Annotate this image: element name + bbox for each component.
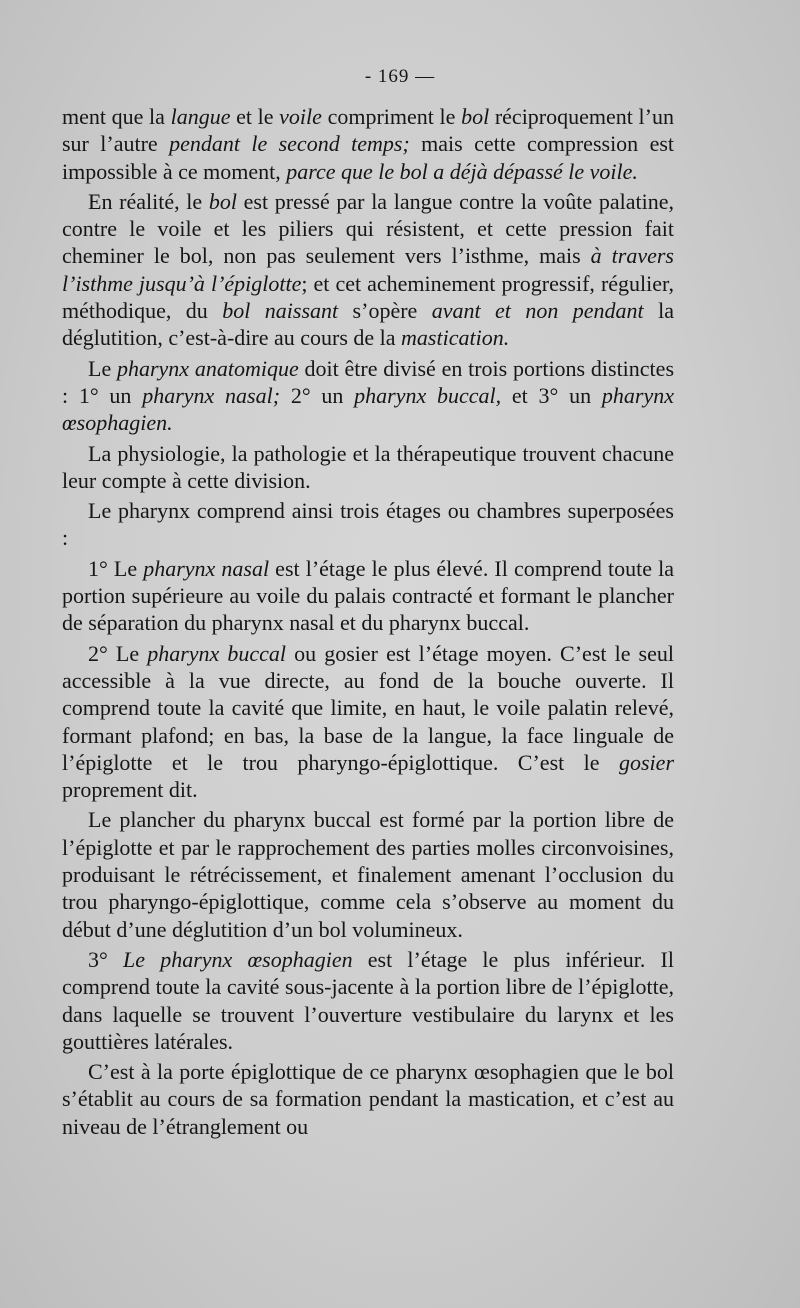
- italic-text: pharynx anatomique: [116, 355, 299, 381]
- text-run: En réalité, le: [88, 188, 209, 214]
- italic-text: pharynx buccal: [147, 640, 287, 666]
- paragraph: [62, 103, 674, 185]
- text-run: et 3° un: [501, 382, 602, 408]
- text-run: 3°: [88, 946, 123, 972]
- text-run: doit être divisé en trois portions distinctes : 1° un: [62, 355, 675, 408]
- text-run: La physiologie, la pathologie et la thérapeutique trouvent chacune leur compte à cette division.: [62, 440, 674, 493]
- paragraph: [62, 946, 674, 1055]
- paragraph: [62, 497, 674, 552]
- text-run: proprement dit.: [62, 777, 198, 803]
- italic-text: avant et non pendant: [431, 298, 644, 324]
- italic-text: à travers l’isthme jusqu’à l’épiglotte: [62, 243, 674, 296]
- italic-text: mastication.: [401, 325, 510, 351]
- body-text: [62, 103, 674, 1140]
- paragraph: [62, 188, 674, 352]
- italic-text: parce que le bol a déjà dépassé le voile.: [286, 158, 638, 184]
- text-run: la déglutition, c’est-à-dire au cours de la: [62, 298, 674, 351]
- italic-text: bol: [461, 104, 490, 129]
- text-run: 1° Le: [88, 555, 144, 581]
- text-run: et le: [230, 104, 280, 129]
- text-run: Le: [88, 355, 117, 381]
- paragraph: [62, 555, 674, 637]
- text-run: 2° un: [280, 382, 355, 408]
- italic-text: pendant le second temps;: [169, 131, 410, 157]
- italic-text: Le pharynx œsophagien: [123, 946, 353, 972]
- paragraph: [62, 440, 674, 495]
- text-run: réciproquement l’un sur l’autre: [62, 104, 674, 157]
- italic-text: voile: [279, 104, 322, 129]
- text-run: est l’étage le plus inférieur. Il comprend toute la cavité sous-jacente à la portion libre de l’épiglotte, dans laquelle se trouvent l’ouverture vestibulaire du larynx et les gouttières latérales.: [62, 946, 674, 1054]
- text-run: s’opère: [338, 298, 432, 324]
- paragraph: [62, 640, 674, 804]
- paragraph: [62, 1058, 674, 1140]
- text-run: mais cette compression est impossible à ce moment,: [62, 131, 675, 184]
- italic-text: gosier: [619, 749, 674, 775]
- italic-text: langue: [170, 104, 231, 129]
- italic-text: pharynx œsophagien.: [62, 382, 674, 436]
- text-run: compriment le: [321, 104, 462, 129]
- italic-text: bol naissant: [222, 298, 339, 324]
- text-run: Le plancher du pharynx buccal est formé par la portion libre de l’épiglotte et par le rapprochement des parties molles circonvoisines, produisant le rétrécissement, et finalement amenant l’occlusion du trou pharyngo-épiglottique, comme cela s’observe au moment du début d’une déglutition d’un bol volumineux.: [62, 807, 674, 942]
- text-run: Le pharynx comprend ainsi trois étages ou chambres superposées :: [62, 498, 674, 551]
- text-run: ment que la: [62, 104, 171, 129]
- text-run: est l’étage le plus élevé. Il comprend toute la portion supérieure au voile du palais contracté et formant le plancher de séparation du pharynx nasal et du pharynx buccal.: [62, 555, 674, 636]
- text-run: ; et cet acheminement progressif, régulier, méthodique, du: [62, 270, 674, 324]
- text-run: ou gosier est l’étage moyen. C’est le seul accessible à la vue directe, au fond de la bouche ouverte. Il comprend toute la cavité que limite, en haut, le voile palatin relevé, formant plafond; en bas, la base de la langue, la face linguale de l’épiglotte et le trou pharyngo-épiglottique. C’est le: [62, 640, 674, 775]
- page-number: - 169 —: [364, 66, 436, 87]
- italic-text: bol: [208, 188, 237, 214]
- italic-text: pharynx buccal,: [354, 382, 502, 408]
- text-run: 2° Le: [88, 640, 148, 666]
- italic-text: pharynx nasal;: [142, 382, 281, 408]
- paragraph: [62, 806, 674, 942]
- italic-text: pharynx nasal: [143, 555, 270, 581]
- text-run: est pressé par la langue contre la voûte palatine, contre le voile et les piliers qui résistent, et cette pression fait cheminer le bol, non pas seulement vers l’isthme, mais: [62, 188, 674, 269]
- text-run: C’est à la porte épiglottique de ce pharynx œsophagien que le bol s’établit au cours de sa formation pendant la mastication, et c’est au niveau de l’étranglement ou: [62, 1059, 674, 1139]
- paragraph: [62, 355, 674, 437]
